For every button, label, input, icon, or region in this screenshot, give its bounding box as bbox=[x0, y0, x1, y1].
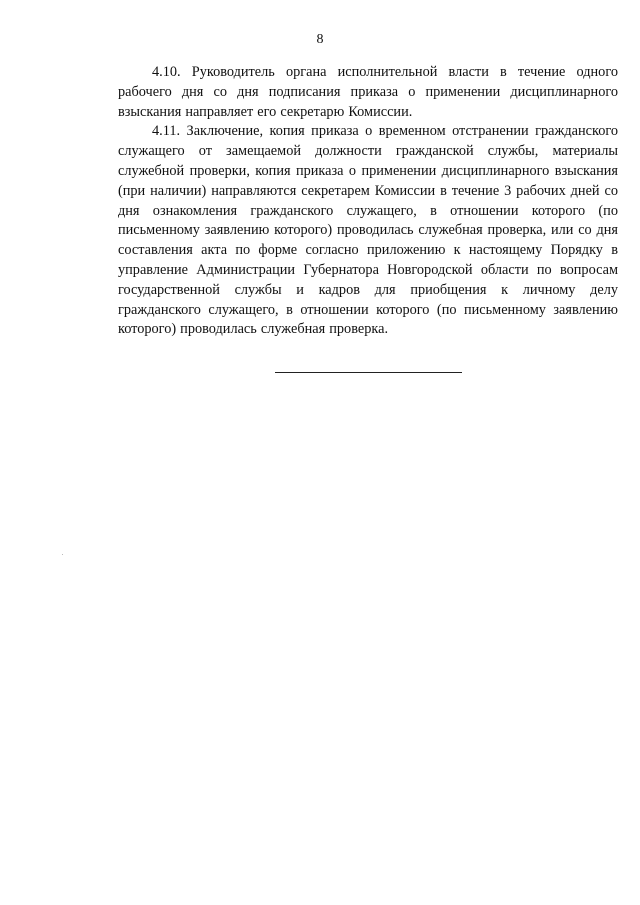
document-body bbox=[118, 63, 618, 340]
end-separator-line bbox=[275, 372, 462, 373]
paragraph-4-11 bbox=[118, 122, 618, 340]
paragraph-4-10 bbox=[118, 63, 618, 122]
page-number: 8 bbox=[316, 32, 324, 47]
clause-number: 4.11. bbox=[152, 123, 181, 140]
clause-number: 4.10. bbox=[152, 64, 181, 80]
paragraph-text: Заключение, копия приказа о временном отстранении гражданского служащего от замещаемой должности гражданской службы, материалы служебной проверки, копия приказа о применении дисциплинарного взыскания (при наличии) направляются секретарем Комиссии в течение 3 рабочих дней со дня ознакомления гражданского служащего, в отношении которого (по письменному заявлению которого) проводилась служебная проверка, или со дня составления акта по форме согласно приложению к настоящему Порядку в управление Администрации Губернатора Новгородской области по вопросам государственной службы и кадров для приобщения к личному делу гражданского служащего, в отношении которого (по письменному заявлению которого) проводилась служебная проверка. bbox=[118, 123, 618, 338]
scan-speck bbox=[62, 554, 63, 555]
paragraph-text: Руководитель органа исполнительной власти в течение одного рабочего дня со дня подписания приказа о применении дисциплинарного взыскания направляет его секретарю Комиссии. bbox=[118, 64, 618, 120]
